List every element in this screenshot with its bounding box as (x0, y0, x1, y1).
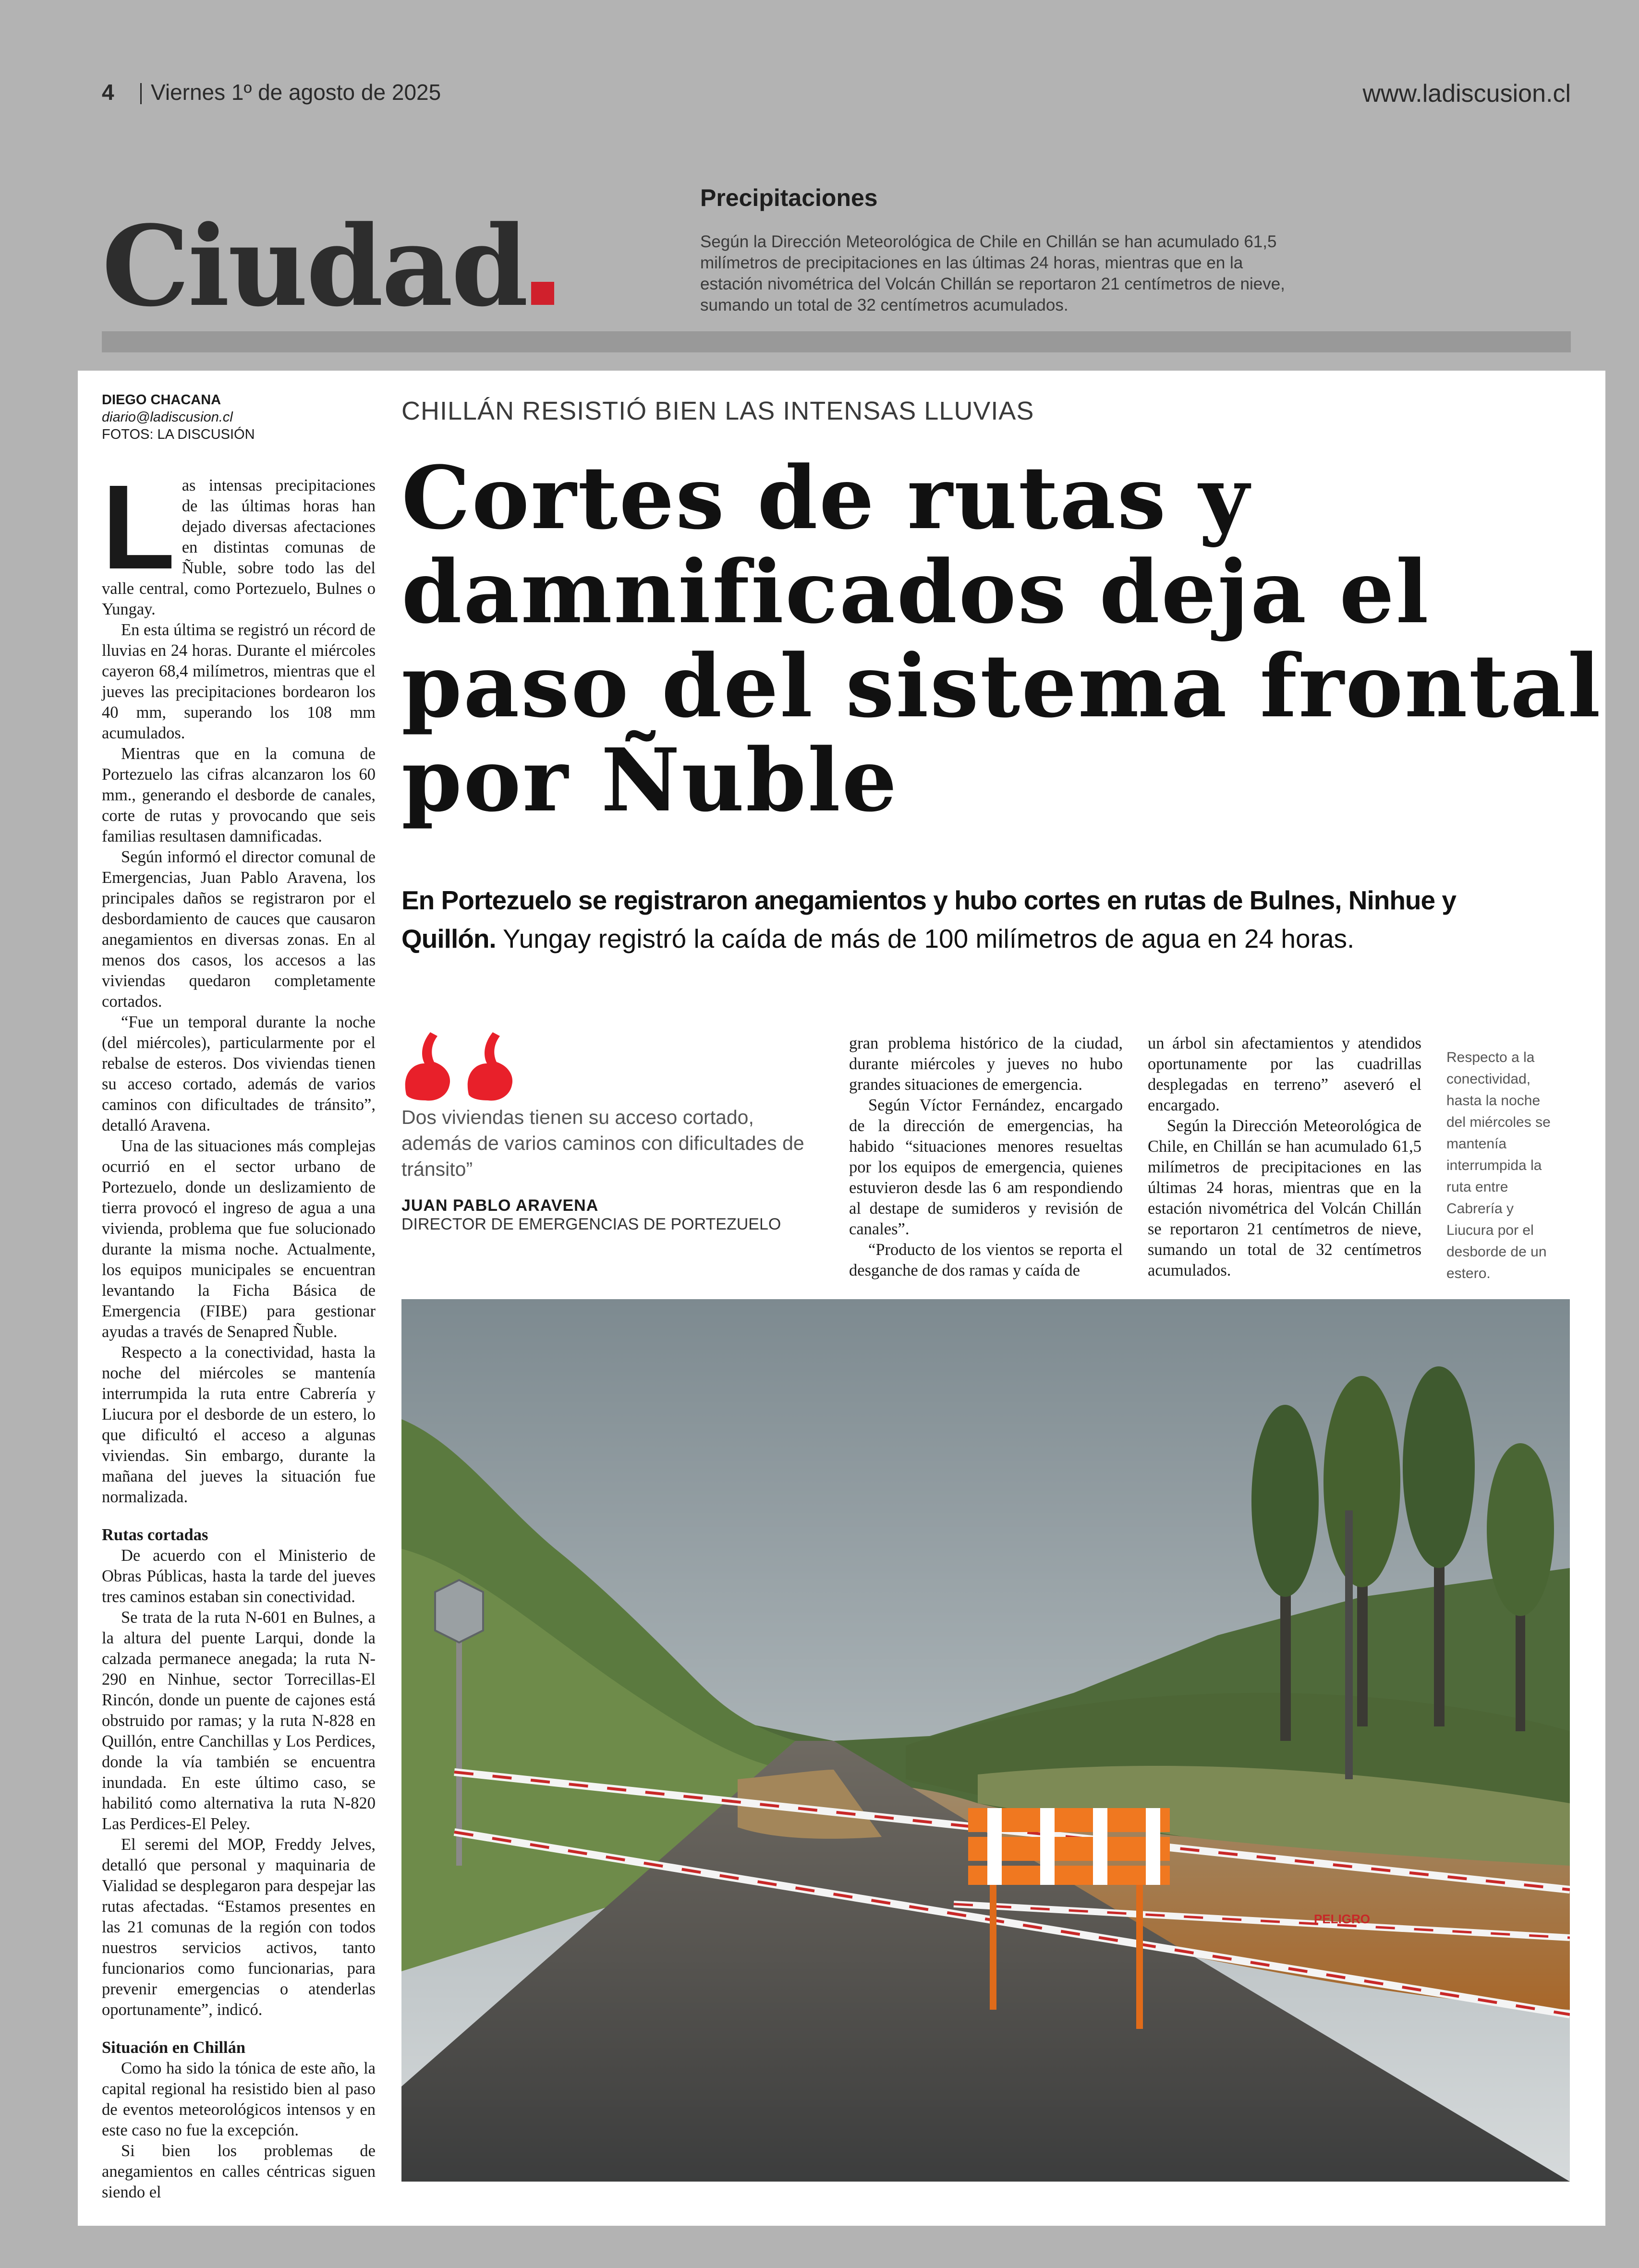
paragraph: “Fue un temporal durante la noche (del miércoles), particularmente por el rebalse de esteros. Dos viviendas tienen su acceso cortado, además de varios caminos con dificultades de tránsito”, detalló Aravena. (102, 1013, 376, 1134)
article-kicker: CHILLÁN RESISTIÓ BIEN LAS INTENSAS LLUVIAS (401, 397, 1034, 425)
deck-bold: En Portezuelo se registraron anegamientos y hubo cortes en rutas de Bulnes, Ninhue y Quillón. (401, 885, 1456, 953)
page-number: 4 (102, 80, 114, 105)
pull-quote (401, 1023, 814, 1234)
subheading-rutas: Rutas cortadas (102, 1526, 208, 1544)
paragraph: En esta última se registró un récord de lluvias en 24 horas. Durante el miércoles cayeron 68,4 milímetros, mientras que el jueves las precipitaciones bordearon los 40 mm, superando los 108 mm acumulados. (102, 621, 376, 742)
flooded-road-photo (401, 1299, 1570, 2182)
article-column-4 (1148, 1033, 1421, 1281)
paragraph: “Producto de los vientos se reporta el desganche de dos ramas y caída de (849, 1241, 1123, 1279)
article-headline: Cortes de rutas y damnificados deja el paso del sistema frontal por Ñuble (401, 447, 1602, 831)
quote-author-role: DIRECTOR DE EMERGENCIAS DE PORTEZUELO (401, 1215, 781, 1233)
section-title-text: Ciudad (102, 202, 527, 331)
section-rule (102, 331, 1571, 352)
paragraph: Según informó el director comunal de Emergencias, Juan Pablo Aravena, los principales daños se registraron por el desbordamiento de cauces que causaron anegamientos en diversas zonas. En al menos dos casos, los accesos a las viviendas quedaron completamente cortados. (102, 848, 376, 1011)
precipitaciones-text: Según la Dirección Meteorológica de Chile en Chillán se han acumulado 61,5 milímetros de precipitaciones en las últimas 24 horas, mientras que en la estación nivométrica del Volcán Chillán se reportaron 21 centímetros de nieve, sumando un total de 32 centímetros acumulados. (700, 232, 1285, 314)
paragraph: gran problema histórico de la ciudad, durante miércoles y jueves no hubo grandes situaciones de emergencia. (849, 1034, 1123, 1094)
author-name: DIEGO CHACANA (102, 392, 221, 408)
section-accent-dot (531, 282, 554, 305)
article-deck (401, 881, 1506, 958)
article-column-1 (102, 460, 376, 2203)
article-column-3 (849, 1033, 1123, 1281)
issue-date: Viernes 1º de agosto de 2025 (151, 80, 441, 105)
subheading-chillan: Situación en Chillán (102, 2039, 246, 2057)
paragraph: Si bien los problemas de anegamientos en calles céntricas siguen siendo el (102, 2142, 376, 2201)
paragraph: Respecto a la conectividad, hasta la noche del miércoles se mantenía interrumpida la ruta entre Cabrería y Liucura por el desborde de un estero, lo que dificultó el acceso a algunas viviendas. Sin embargo, durante la mañana del jueves la situación fue normalizada. (102, 1343, 376, 1506)
quote-author: JUAN PABLO ARAVENA (401, 1196, 599, 1215)
paragraph: un árbol sin afectamientos y atendidos oportunamente por las cuadrillas desplegadas en terreno” aseveró el encargado. (1148, 1034, 1421, 1114)
tape-label: PELIGRO (1314, 1912, 1371, 1926)
quote-marks-icon (401, 1023, 526, 1109)
drop-cap: L (102, 460, 175, 594)
quote-text: Dos viviendas tienen su acceso cortado, además de varios caminos con dificultades de tránsito” (401, 1106, 804, 1180)
byline (102, 391, 380, 443)
precipitaciones-title: Precipitaciones (700, 184, 878, 211)
photo-illustration (401, 1299, 1570, 2182)
paragraph: Como ha sido la tónica de este año, la capital regional ha resistido bien al paso de eventos meteorológicos intensos y en este caso no fue la excepción. (102, 2059, 376, 2139)
paragraph: Según la Dirección Meteorológica de Chile, en Chillán se han acumulado 61,5 milímetros de precipitaciones en las últimas 24 horas, mientras que en la estación nivométrica del Volcán Chillán se reportaron 21 centímetros de nieve, sumando un total de 32 centímetros acumulados. (1148, 1117, 1421, 1279)
deck-regular: Yungay registró la caída de más de 100 milímetros de agua en 24 horas. (496, 924, 1355, 953)
paragraph: Mientras que en la comuna de Portezuelo las cifras alcanzaron los 60 mm., generando el desborde de canales, corte de rutas y provocando que seis familias resultasen damnificadas. (102, 745, 376, 845)
photo-caption: Respecto a la conectividad, hasta la noche del miércoles se mantenía interrumpida la ruta entre Cabrería y Liucura por el desborde de un estero. (1446, 1050, 1551, 1281)
photo-credit: FOTOS: LA DISCUSIÓN (102, 427, 255, 442)
website-link[interactable]: www.ladiscusion.cl (1362, 80, 1571, 108)
paragraph: Una de las situaciones más complejas ocurrió en el sector urbano de Portezuelo, donde un deslizamiento de tierra provocó el ingreso de agua a una vivienda, problema que fue solucionado durante la misma noche. Actualmente, los equipos municipales se encuentran levantando la Ficha Básica de Emergencia (FIBE) para gestionar ayudas a través de Senapred Ñuble. (102, 1137, 376, 1341)
paragraph: Según Víctor Fernández, encargado de la dirección de emergencias, ha habido “situaciones menores resueltas por los equipos de emergencia, quienes estuvieron desde las 6 am respondiendo al destape de sumideros y revisión de canales”. (849, 1096, 1123, 1238)
header-divider (140, 83, 142, 104)
author-email[interactable]: diario@ladiscusion.cl (102, 410, 233, 425)
page-header (102, 79, 1571, 108)
paragraph: El seremi del MOP, Freddy Jelves, detalló que personal y maquinaria de Vialidad se desplegaron para despejar las rutas afectadas. “Estamos presentes en las 21 comunas de la región con todos nuestros servicios activos, tanto funcionarios como funcionarias, para prevenir emergencias o atenderlas oportunamente”, indicó. (102, 1835, 376, 2019)
section-title (102, 202, 554, 331)
paragraph: De acuerdo con el Ministerio de Obras Públicas, hasta la tarde del jueves tres caminos estaban sin conectividad. (102, 1546, 376, 1606)
paragraph: Se trata de la ruta N-601 en Bulnes, a la altura del puente Larqui, donde la calzada permanece anegada; la ruta N-290 en Ninhue, sector Torrecillas-El Rincón, donde un puente de cajones está obstruido por ramas; y la ruta N-828 en Quillón, entre Canchillas y Los Perdices, donde la vía también se encuentra inundada. En este último caso, se habilitó como alternativa la ruta N-820 Las Perdices-El Peley. (102, 1608, 376, 1833)
paragraph: Las intensas precipitaciones de las últimas horas han dejado diversas afectaciones en distintas comunas de Ñuble, sobre todo las del valle central, como Portezuelo, Bulnes o Yungay. (102, 460, 376, 618)
